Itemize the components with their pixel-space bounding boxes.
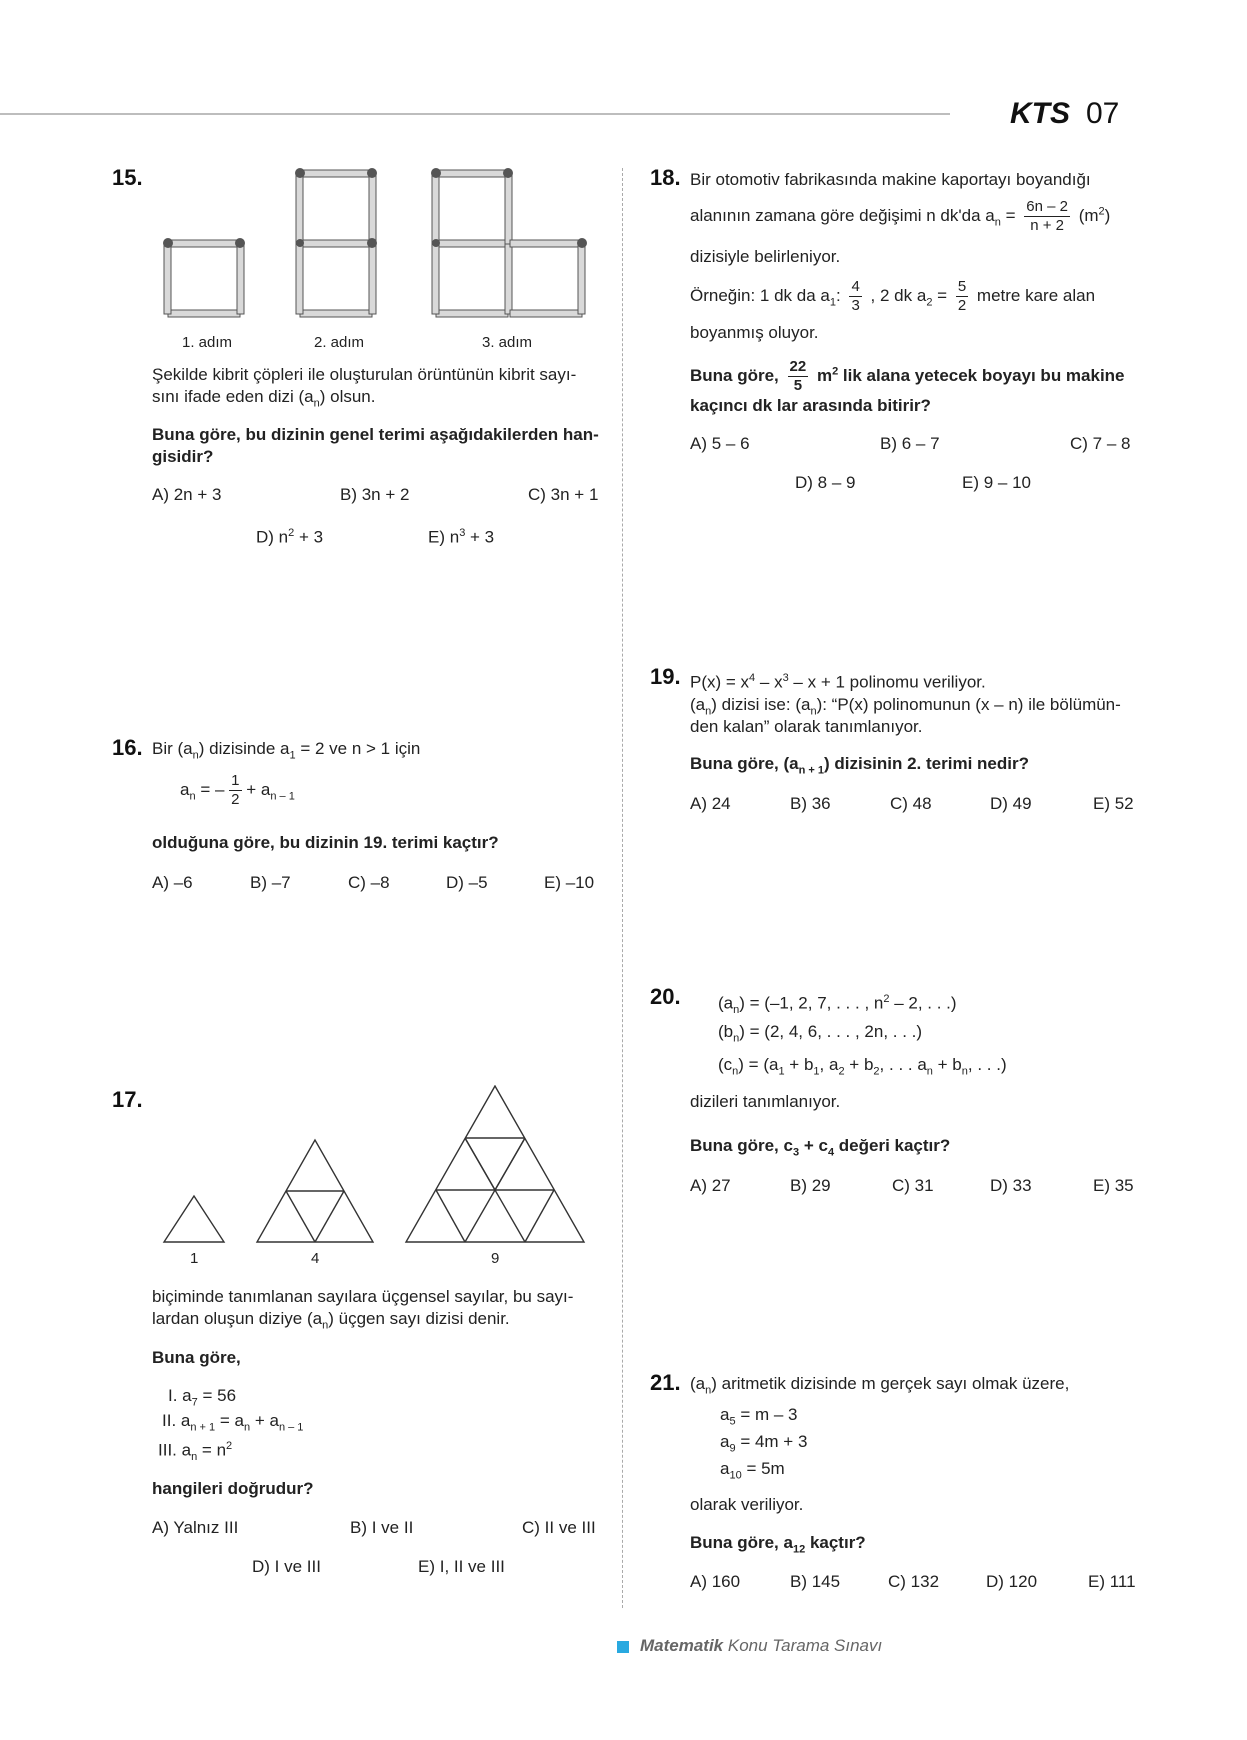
option-b[interactable]: B) 3n + 2 [340,485,410,504]
brand-logo: KTS [1010,97,1070,130]
q18-line3: dizisiyle belirleniyor. [690,247,841,266]
q21-intro: $(a_n)$ aritmetik dizisinde m gerçek sayı olmak üzere, [690,1374,1070,1397]
q16-intro: Bir $(a_n)$ dizisinde $a_1 = 2$ ve n > 1 için [152,739,421,762]
q19-line3: den kalan” olarak tanımlanıyor. [690,717,923,736]
option-b[interactable]: B) 145 [790,1572,841,1591]
q20-seq-b: $(b_n) = (2$, 4, 6, . . . , 2n, . . .) [718,1022,923,1045]
option-e[interactable]: E) –10 [544,873,595,892]
matchstick-figure [150,160,610,320]
q15-text-line1: Şekilde kibrit çöpleri ile oluşturulan örüntünün kibrit sayı- [152,365,577,384]
option-b[interactable]: B) 6 – 7 [880,434,940,453]
option-e[interactable]: E) I, II ve III [418,1557,505,1576]
option-c[interactable]: C) 132 [888,1572,940,1591]
footer-square-icon [617,1641,629,1653]
option-a[interactable]: A) Yalnız III [152,1518,239,1537]
option-c[interactable]: C) 3n + 1 [528,485,599,504]
option-e[interactable]: E) 35 [1093,1176,1134,1195]
q16-formula: $a_n$ = – $\frac{1}{2}$ + $a_{n - 1}$ [180,772,295,808]
option-b[interactable]: B) 29 [790,1176,831,1195]
statement-ii: II. $a_{n + 1} = a_n + a_{n - 1}$ [162,1411,304,1434]
q21-eq3: $a_{10} = 5m$ [720,1459,785,1482]
q19-question: Buna göre, $(a_{n + 1})$ dizisinin 2. terimi nedir? [690,754,1029,777]
q18-line2: alanının zamana göre değişimi n dk'da $a_n$ = $\frac{6n - 2}{n + 2}$ $(m^2)$ [690,198,1111,234]
q18-line1: Bir otomotiv fabrikasında makine kaportayı boyandığı [690,170,1091,189]
option-a[interactable]: A) 160 [690,1572,741,1591]
figure-label: 9 [491,1250,500,1267]
option-c[interactable]: C) II ve III [522,1518,596,1537]
option-d[interactable]: D) 8 – 9 [795,473,856,492]
question-number: 21. [650,1370,681,1395]
statement-iii: III. $a_n = n^2$ [158,1440,233,1464]
option-d[interactable]: D) 120 [986,1572,1038,1591]
triangular-numbers-figure [160,1085,600,1247]
q20-line4: dizileri tanımlanıyor. [690,1092,841,1111]
q15-question-line2: gisidir? [152,447,214,466]
q21-eq2: $a_9 = 4m + 3$ [720,1432,808,1455]
option-e[interactable]: E) $n^3 + 3$ [428,527,495,547]
q18-question: Buna göre, $\frac{22}{5}$ $m^2$ lik alana yetecek boyayı bu makine [690,358,1125,394]
option-a[interactable]: A) 2n + 3 [152,485,222,504]
question-number: 16. [112,735,143,760]
option-e[interactable]: E) 9 – 10 [962,473,1031,492]
q21-eq1: $a_5 = m - 3$ [720,1405,798,1428]
question-number: 17. [112,1087,143,1112]
q19-line1: $P(x) = x^4 - x^3 - x + 1$ polinomu veriliyor. [690,672,986,692]
test-number: 07 [1086,97,1120,130]
q17-text-line1: biçiminde tanımlanan sayılara üçgensel sayılar, bu sayı- [152,1287,574,1306]
figure-label: 4 [311,1250,320,1267]
q15-text-line2: sını ifade eden dizi $(a_n)$ olsun. [152,387,376,410]
q21-question: Buna göre, $a_{12}$ kaçtır? [690,1533,866,1556]
q17-lead: Buna göre, [152,1348,241,1367]
header-rule [0,113,950,115]
figure-label: 1 [190,1250,199,1267]
q18-line4: Örneğin: 1 dk da $a_1$: $\frac{4}{3}$ , 2 dk $a_2$ = $\frac{5}{2}$ metre kare alan [690,278,1096,314]
option-e[interactable]: E) 111 [1088,1572,1136,1591]
question-number: 20. [650,984,681,1009]
q15-question-line1: Buna göre, bu dizinin genel terimi aşağıdakilerden han- [152,425,599,444]
option-d[interactable]: D) I ve III [252,1557,321,1576]
step-label: 2. adım [314,334,365,351]
option-c[interactable]: C) 31 [892,1176,934,1195]
column-divider [622,168,623,1608]
option-d[interactable]: D) $n^2 + 3$ [256,527,324,547]
option-d[interactable]: D) 33 [990,1176,1032,1195]
question-number: 15. [112,165,143,190]
q17-text-line2: lardan oluşun diziye $(a_n)$ üçgen sayı dizisi denir. [152,1309,510,1332]
q16-question: olduğuna göre, bu dizinin 19. terimi kaçtır? [152,833,499,852]
option-c[interactable]: C) 7 – 8 [1070,434,1131,453]
question-number: 18. [650,165,681,190]
option-b[interactable]: B) I ve II [350,1518,414,1537]
q18-question-line2: kaçıncı dk lar arasında bitirir? [690,396,931,415]
q19-line2: $(a_n)$ dizisi ise: $(a_n)$: “P(x) polinomunun (x – n) ile bölümün- [690,695,1121,718]
step-label: 1. adım [182,334,233,351]
option-b[interactable]: B) 36 [790,794,831,813]
q20-seq-a: $(a_n) = (-1$, 2, 7, . . . , $n^2 - 2$, . . .) [718,993,957,1017]
q20-seq-c: $(c_n) = (a_1 + b_1$, $a_2 + b_2$, . . . $a_n + b_n$, . . .) [718,1055,1007,1078]
q18-line5: boyanmış oluyor. [690,323,819,342]
question-number: 19. [650,664,681,689]
option-c[interactable]: C) –8 [348,873,390,892]
statement-i: I. $a_7 = 56$ [168,1386,237,1409]
footer-title: Matematik Konu Tarama Sınavı [640,1636,883,1655]
option-d[interactable]: D) –5 [446,873,488,892]
option-d[interactable]: D) 49 [990,794,1032,813]
option-a[interactable]: A) 24 [690,794,731,813]
q17-question: hangileri doğrudur? [152,1479,314,1498]
option-b[interactable]: B) –7 [250,873,291,892]
option-a[interactable]: A) 27 [690,1176,731,1195]
q20-question: Buna göre, $c_3 + c_4$ değeri kaçtır? [690,1136,951,1159]
option-c[interactable]: C) 48 [890,794,932,813]
option-a[interactable]: A) –6 [152,873,193,892]
option-e[interactable]: E) 52 [1093,794,1134,813]
step-label: 3. adım [482,334,533,351]
option-a[interactable]: A) 5 – 6 [690,434,750,453]
q21-line: olarak veriliyor. [690,1495,804,1514]
